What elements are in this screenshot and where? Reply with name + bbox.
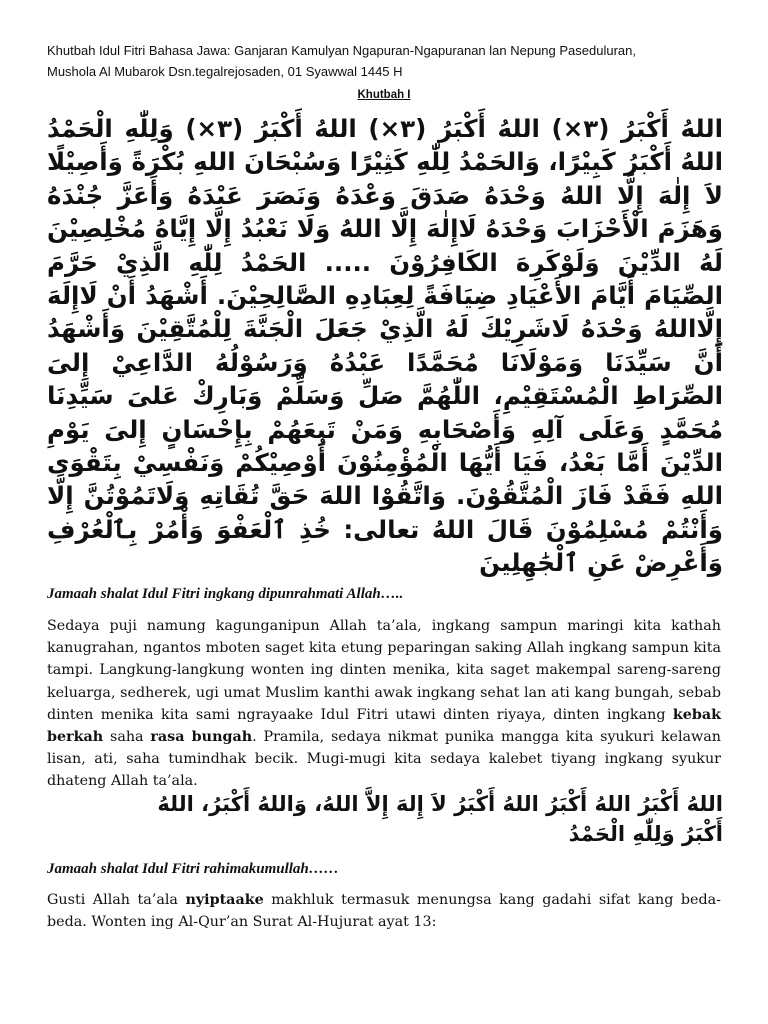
arabic-opening-text: اللهُ أَكْبَرُ (٣×) اللهُ أَكْبَرُ (٣×) اللهُ أَكْبَرُ (٣×) وَلِلّٰهِ الْحَمْدُ اللهُ أَكْبَرُ كَبِيْرًا، وَالحَمْدُ لِلّٰهِ كَثِيْرًا وَسُبْحَانَ اللهِ بُكْرَةً وَأَصِيْلًا لاَ إِلٰهَ إِلَّا اللهُ وَحْدَهُ صَدَقَ وَعْدَهُ وَنَصَرَ عَبْدَهُ وَأَعَزَّ جُنْدَهُ وَهَزَمَ الْأَحْزَابَ وَحْدَهُ لَاإِلٰهَ إِلَّا اللهُ وَلَا نَعْبُدُ إِلَّا إِيَّاهُ مُخْلِصِيْنَ لَهُ الدِّيْنَ وَلَوْكَرِهَ الكَافِرُوْنَ ..... الحَمْدُ لِلّٰهِ الَّذِيْ حَرَّمَ الصِّيَامَ أَيَّامَ الأَعْيَادِ ضِيَافَةً لِعِبَادِهِ الصَّالِحِيْنَ. أَشْهَدُ أَنْ لَاإِلَهَ إِلَّااللهُ وَحْدَهُ لَاشَرِيْكَ لَهُ الَّذِيْ جَعَلَ الْجَنَّةَ لِلْمُتَّقِيْنَ وَأَشْهَدُ أَنَّ سَيِّدَنَا وَمَوْلَانَا مُحَمَّدًا عَبْدُهُ وَرَسُوْلُهُ الدَّاعِيْ إِلىَ الصِّرَاطِ الْمُسْتَقِيْمِ، اللّٰهُمَّ صَلِّ وَسَلِّمْ وَبَارِكْ عَلىَ سَيِّدِنَا مُحَمَّدٍ وَعَلَى آلِهِ وَأَصْحَابِهِ وَمَنْ تَبِعَهُمْ بِإِحْسَانٍ إِلىَ يَوْمِ الدِّيْنَ أَمَّا بَعْدُ، فَيَا أَيُّهَا الْمُؤْمِنُوْنَ أُوْصِيْكُمْ وَنَفْسِيْ بِتَقْوَى اللهِ فَقَدْ فَازَ الْمُتَّقُوْنَ. وَاتَّقُوْا اللهَ حَقَّ تُقَاتِهِ وَلَاتَمُوْتُنَّ إِلَّا وَأَنْتُمْ مُسْلِمُوْنَ قَالَ اللهُ تعالى: خُذِ ٱلْعَفْوَ وَأْمُرْ بِٱلْعُرْفِ وَأَعْرِضْ عَنِ ٱلْجَٰهِلِينَ	[47, 114, 724, 578]
paragraph-1-text-c: . Pramila, sedaya nikmat punika mangga kita syukuri kelawan lisan, ati, saha tumindhak becik. Mugi-mugi kita sedaya kalebet tiyang ingkang syukur dhateng Allah ta’ala.	[47, 729, 722, 790]
paragraph-2-bold-a: nyiptaake	[185, 892, 264, 908]
section-title: Khutbah I	[357, 89, 411, 101]
greeting-2: Jamaah shalat Idul Fitri rahimakumullah……	[47, 861, 339, 877]
paragraph-2	[47, 889, 721, 933]
paragraph-2-text-a: Gusti Allah ta’ala	[47, 892, 186, 908]
paragraph-1-text-a: Sedaya puji namung kagunganipun Allah ta’ala, ingkang sampun maringi kita kathah kanugrahan, ngantos mboten saget kita etung peparingan saking Allah ingkang sampun kita tampi. Langkung-langkung wonten ing dinten menika, kita saget makempal sareng-sareng keluarga, sedherek, ugi umat Muslim kanthi awak ingkang sehat lan ati kang bungah, sebab dinten menika kita sami ngrayaake Idul Fitri utawi dinten riyaya, dinten ingkang	[47, 618, 721, 723]
heading-title-line-1: Khutbah Idul Fitri Bahasa Jawa: Ganjaran Kamulyan Ngapuran-Ngapuranan lan Nepung Paseduluran,	[47, 43, 636, 58]
arabic-takbir-line-2: أَكْبَرُ وَلِلّٰهِ الْحَمْدُ	[568, 822, 723, 846]
paragraph-1-bold-b: rasa bungah	[150, 729, 253, 746]
document-heading	[47, 40, 727, 82]
paragraph-1-bold-a: kebak berkah	[47, 706, 721, 746]
paragraph-1-text-b: saha	[103, 729, 151, 746]
arabic-takbir-text	[47, 789, 723, 849]
arabic-takbir-line-1: اللهُ أَكْبَرُ اللهُ أَكْبَرُ اللهُ أَكْبَرُ لاَ إِلهَ إِلاَّ اللهُ، وَاللهُ أَكْبَرُ، اللهُ	[157, 792, 723, 816]
heading-title-line-2: Mushola Al Mubarok Dsn.tegalrejosaden, 01 Syawwal 1445 H	[47, 64, 403, 79]
greeting-1: Jamaah shalat Idul Fitri ingkang dipunrahmati Allah…..	[47, 586, 404, 602]
paragraph-2-text-b: makhluk termasuk menungsa kang gadahi sifat kang beda-beda. Wonten ing Al-Qur’an Surat Al-Hujurat ayat 13:	[47, 892, 721, 931]
paragraph-1	[47, 615, 721, 793]
